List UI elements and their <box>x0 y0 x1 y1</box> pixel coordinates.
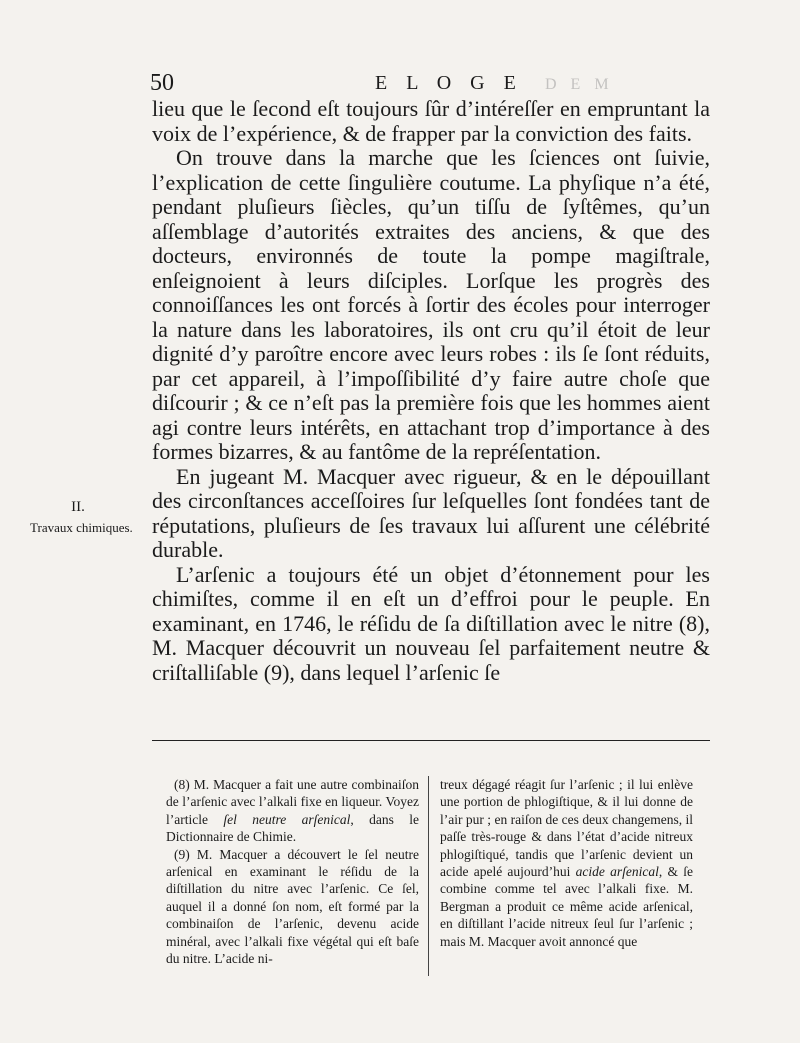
paragraph-continuation: lieu que le ſecond eſt toujours ſûr d’intéreſſer en empruntant la voix de l’expérience, & de frapper par la conviction des faits. <box>152 96 710 146</box>
footnote-rule <box>152 740 710 741</box>
page-number: 50 <box>150 70 174 96</box>
footnote-italic: acide arſenical <box>575 864 659 880</box>
paragraph: On trouve dans la marche que les ſciences ont ſuivie, l’explication de cette ſingulière coutume. La phyſique n’a été, pendant pluſieurs ſiècles, qu’un tiſſu de ſyſtêmes, qu’un aſſemblage d’autorités extraites des anciens, & que des docteurs, environnés de toute la pompe magiſtrale, enſeignoient à leurs diſciples. Lorſque les progrès des connoiſſances les ont forcés à ſortir des écoles pour interroger la nature dans les laboratoires, ils ont cru qu’il étoit de leur dignité d’y paroître encore avec leurs robes : ils ſe ſont réduits, par cet appareil, à l’impoſſibilité d’y faire autre choſe que diſcourir ; & ce n’eſt pas la première fois que les hommes aient agi contre leurs intérêts, en attachant trop d’importance à des formes bizarres, & au fantôme de la repréſentation. <box>152 145 710 464</box>
margin-note <box>30 498 150 537</box>
footnote-text: treux dégagé réagit ſur l’arſenic ; il lui enlève une portion de phlogiſtique, & il lui donne de l’air pur ; en raiſon de ces deux changemens, il paſſe très-rouge & dans l’état d’acide nitreux phlogiſtiqué, tandis que l’arſenic devient un acide apelé aujourd’hui <box>440 777 693 880</box>
body-text <box>152 97 710 685</box>
footnote-text: , dans le Dictionnaire de Chimie. <box>166 811 419 845</box>
footnote-column-right <box>440 776 693 950</box>
bleed-through-text: D E M <box>545 76 614 93</box>
running-head: E L O G E <box>375 72 523 94</box>
paragraph: L’arſenic a toujours été un objet d’étonnement pour les chimiſtes, comme il en eſt un d’effroi pour le peuple. En examinant, en 1746, le réſidu de ſa diſtillation avec le nitre (8), M. Macquer découvrit un nouveau ſel parfaitement neutre & criſtalliſable (9), dans lequel l’arſenic ſe <box>152 561 710 685</box>
paragraph: En jugeant M. Macquer avec rigueur, & en le dépouillant des circonſtances acceſſoires ſur leſquelles ſont fondées tant de réputations, pluſieurs de ſes travaux lui aſſurent une célébrité durable. <box>152 463 710 562</box>
margin-note-number: II. <box>71 499 85 515</box>
footnote-9: (9) M. Macquer a découvert le ſel neutre arſenical en examinant le réſidu de la diſtillation du nitre avec l’arſenic. Ce ſel, auquel il a donné ſon nom, eſt formé par la combinaiſon de l’arſenic, devenu acide minéral, avec l’alkali fixe végétal qui eſt baſe du nitre. L’acide ni- <box>166 846 419 967</box>
footnote-column-left <box>166 776 419 967</box>
footnote-9-continued <box>440 776 693 950</box>
footnote-8 <box>166 776 419 846</box>
footnote-text: , & ſe combine comme tel avec l’alkali fixe. M. Bergman a produit ce même acide arſenical, en diſtillant l’acide nitreux ſeul ſur l’arſenic ; mais M. Macquer avoit annoncé que <box>440 864 693 949</box>
footnote-italic: ſel neutre arſenical <box>223 811 351 827</box>
column-divider <box>428 776 429 976</box>
footnote-text: (8) M. Macquer a fait une autre combinaiſon de l’arſenic avec l’alkali fixe en liqueur. Voyez l’article <box>166 777 419 827</box>
margin-note-text: Travaux chimiques. <box>30 520 133 535</box>
